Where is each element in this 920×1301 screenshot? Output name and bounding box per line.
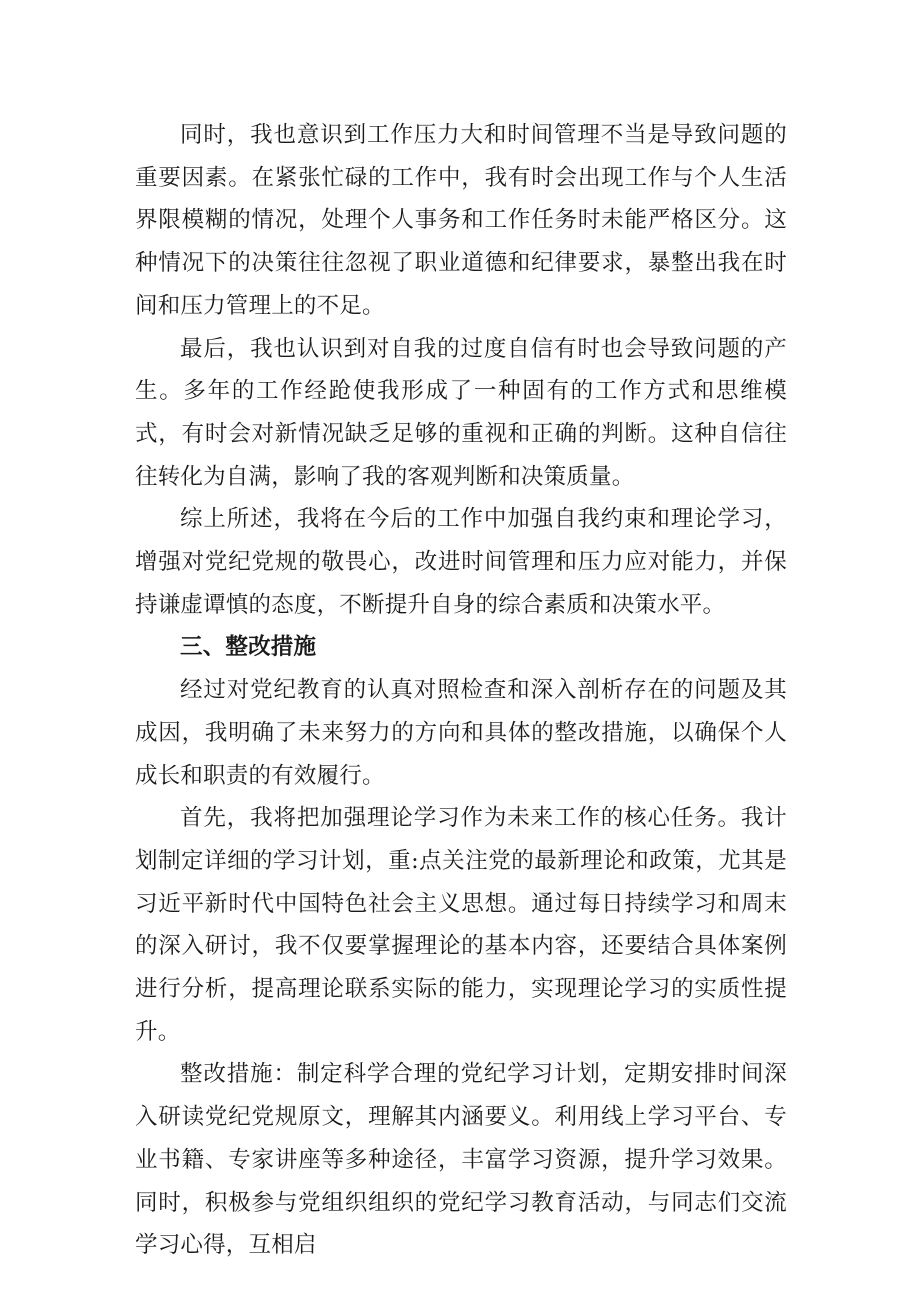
document-body xyxy=(135,114,787,1267)
section-heading: 三、整改措施 xyxy=(180,634,317,661)
paragraph-time-pressure: 同时，我也意识到工作压力大和时间管理不当是导致问题的重要因素。在紧张忙碌的工作中，我有时会出现工作与个人生活界限模糊的情况，处理个人事务和工作任务时未能严格区分。这种情况下的决策往往忽视了职业道德和纪律要求，暴整出我在时间和压力管理上的不足。 xyxy=(135,122,787,319)
paragraph-summary: 综上所述，我将在今后的工作中加强自我约束和理论学习，增强对党纪党规的敬畏心，改进时间管理和压力应对能力，并保持谦虚谭慎的态度，不断提升自身的综合素质和决策水平。 xyxy=(135,506,787,618)
paragraph-section-intro: 经过对党纪教育的认真对照检查和深入剖析存在的问题及其成因，我明确了未来努力的方向和具体的整改措施，以确保个人成长和职责的有效履行。 xyxy=(135,677,787,789)
paragraph-theory-study: 首先，我将把加强理论学习作为未来工作的核心任务。我计划制定详细的学习计划，重:点关注党的最新理论和政策，尤其是习近平新时代中国特色社会主义思想。通过每日持续学习和周末的深入研讨，我不仅要掌握理论的基本内容，还要结合具体案例进行分析，提高理论联系实际的能力，实现理论学习的实质性提升。 xyxy=(135,805,787,1045)
paragraph-rectification-measures: 整改措施：制定科学合理的党纪学习计划，定期安排时间深入研读党纪党规原文，理解其内涵要义。利用线上学习平台、专业书籍、专家讲座等多种途径，丰富学习资源，提升学习效果。同时，积极参与党组织组织的党纪学习教育活动，与同志们交流学习心得，互相启 xyxy=(135,1061,787,1259)
paragraph-overconfidence: 最后，我也认识到对自我的过度自信有时也会导致问题的产生。多年的工作经跄使我形成了一种固有的工作方式和思维模式，有时会对新情况缺乏足够的重视和正确的判断。这种自信往往转化为自满，影响了我的客观判断和决策质量。 xyxy=(135,335,787,490)
